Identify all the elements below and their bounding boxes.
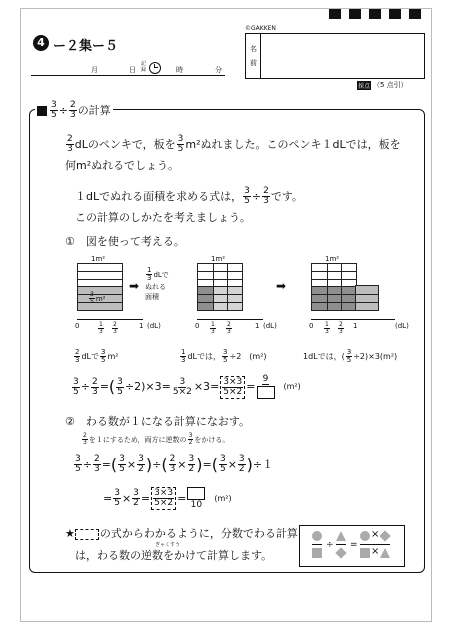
caption-b: $\frac{1}{3}$ dLでは， $\frac{3}{5}$ ÷2 (m²) <box>181 348 267 364</box>
equation-1: $\frac{3}{5}$ ÷ $\frac{2}{3}$ = ( $\frac{3}{5}$ ÷2)×3 = $\frac{3}{5\times 2}$ ×3 = $\frac{3\times 3}{5\times 2}$ = 9 (m²) <box>71 375 301 399</box>
highlight-fraction-box: $\frac{3\times 3}{5\times 2}$ <box>220 376 245 399</box>
area-unit-label: 1m² <box>211 255 226 263</box>
diamond-shape-icon <box>335 547 346 558</box>
equation-2a: $\frac{3}{5}$ ÷ $\frac{2}{3}$ = ( $\frac{3}{5}$ × $\frac{3}{2}$ ) ÷ ( $\frac{2}{3}$ × $\frac{3}{2}$ ) = ( $\frac{3}{5}$ × $\frac{3}{2}$ ) ÷１ <box>75 454 274 474</box>
caption-a: $\frac{2}{3}$ dLで $\frac{3}{5}$ m² <box>75 348 119 364</box>
axis-unit: (dL) <box>263 322 277 330</box>
extra-area <box>355 285 379 311</box>
area-box-3 <box>311 263 357 311</box>
clock-icon <box>149 62 161 74</box>
hour-label: 時 <box>176 66 183 74</box>
month-label: 月 <box>91 66 98 74</box>
name-label-cell <box>246 34 261 78</box>
axis-one: 1 <box>139 322 144 330</box>
unit-title: ー２集ー５ <box>53 39 119 54</box>
number-line-3 <box>311 319 395 320</box>
answer-blank-box[interactable] <box>187 487 205 500</box>
formula-box: ÷ = × × <box>299 525 405 567</box>
intro-line-4: この計算のしかたを考えましょう。 <box>75 211 251 224</box>
intro-line-3: １dLでぬれる面積を求める式は， $\frac{3}{5}$ ÷ $\frac{2}{3}$ です。 <box>75 186 303 206</box>
area-box-1: $\frac{3}{5}$ m² <box>77 263 123 311</box>
triangle-shape-icon <box>336 531 346 541</box>
diagram-note: $\frac{1}{3}$ dLで ぬれる 面積 <box>145 266 169 301</box>
unit-number: 4 <box>37 36 45 49</box>
triangle-shape-icon <box>380 548 390 558</box>
arrow-right-icon: ➡ <box>129 279 140 293</box>
circle-shape-icon <box>312 531 322 541</box>
diamond-shape-icon <box>379 530 390 541</box>
axis-one: 1 <box>353 322 358 330</box>
number-line-2 <box>197 319 263 320</box>
step1-heading: ① 図を使って考える。 <box>65 235 185 248</box>
axis-zero: 0 <box>195 322 200 330</box>
star-icon: ★ <box>65 527 75 540</box>
section-suffix: の計算 <box>77 103 111 117</box>
worksheet-page: 4 ー２集ー５ 月 日 記録 時 分 ©GAKKEN 名 前 採点 （5 点引） $\frac{3}{5}$ ÷ $\frac{2}{3}$ の計算 $\frac{2}{3}$ dLのペンキで，板を $\frac{3}{5}$ m²ぬれました。このペンキ１dLでは，板を 何m²ぬれるでしょう。 １dLでぬれる面積を求める式は， $\frac{3}{5}$ ÷ $\frac{2}{3}$ です。 この計算のしかたを考えましょう。 ① 図を使って考える。 1m² $\frac{3}{5}$ m² ➡ 1m² $\frac{1}{3}$ dLで ぬれる 面積 ➡ 1m² 0 $\frac{1}{3}$ $\frac{2}{3}$ 1 (dL) 0 $\frac{1}{3}$ $\frac{2}{3}$ 1 (dL) 0 $\frac{1}{3}$ $\frac{2}{3}$ 1 (dL) $\frac{2}{3}$ dLで $\frac{3}{5}$ m² $\frac{1}{3}$ dLでは， $\frac{3}{5}$ ÷2 (m²) 1dLでは， ( $\frac{3}{5}$ ÷2)×3(m²) $\frac{3}{5}$ ÷ $\frac{2}{3}$ = ( $\frac{3}{5}$ ÷2)×3 = $\frac{3}{5\times 2}$ ×3 = $\frac{3\times 3}{5\times 2}$ = 9 (m²) ② わる数が１になる計算になおす。 $\frac{2}{3}$ を１にするため，両方に逆数の $\frac{3}{2}$ をかける。 $\frac{3}{5}$ ÷ $\frac{2}{3}$ = ( $\frac{3}{5}$ × $\frac{3}{2}$ ) ÷ ( $\frac{2}{3}$ × $\frac{3}{2}$ ) = ( $\frac{3}{5}$ × $\frac{3}{2}$ ) ÷１ = $\frac{3}{5}$ × $\frac{3}{2}$ = $\frac{3\times 3}{5\times 2}$ = 10 (m²) ★ の式からわかるように，分数でわる計算 ぎゃくすう は，わる数の逆数をかけて計算します。 ÷ = × × <box>20 8 432 622</box>
arrow-right-icon: ➡ <box>276 279 287 293</box>
area-box-2 <box>197 263 243 311</box>
axis-zero: 0 <box>309 322 314 330</box>
square-shape-icon <box>312 548 322 558</box>
conclusion-line-2: は，わる数の逆数をかけて計算します。 <box>75 549 273 562</box>
registration-mark <box>409 9 421 19</box>
answer-blank-box[interactable] <box>257 386 275 399</box>
name-label: 前 <box>250 59 257 67</box>
name-box[interactable] <box>245 33 425 79</box>
highlight-fraction-box: $\frac{3\times 3}{5\times 2}$ <box>151 487 176 510</box>
registration-mark <box>389 9 401 19</box>
operator: ÷ <box>58 103 68 117</box>
area-unit-label: 1m² <box>91 255 106 263</box>
date-time-line <box>31 61 225 76</box>
name-label: 名 <box>250 45 257 53</box>
step2-heading: ② わる数が１になる計算になおす。 <box>65 415 250 428</box>
step2-note: $\frac{2}{3}$ を１にするため，両方に逆数の $\frac{3}{2}$ をかける。 <box>83 432 230 446</box>
number-line-1 <box>77 319 143 320</box>
dashed-reference-box <box>75 529 99 540</box>
registration-mark <box>369 9 381 19</box>
time-mark: 記録 <box>141 61 147 73</box>
score-text: （5 点引） <box>373 81 408 89</box>
axis-one: 1 <box>255 322 260 330</box>
day-label: 日 <box>129 66 136 74</box>
registration-mark <box>329 9 341 19</box>
section-title: $\frac{3}{5}$ ÷ $\frac{2}{3}$ の計算 <box>35 101 113 120</box>
score-badge: 採点 <box>358 83 371 90</box>
intro-line-1: $\frac{2}{3}$ dLのペンキで，板を $\frac{3}{5}$ m²ぬれました。このペンキ１dLでは，板を <box>67 134 401 154</box>
copyright: ©GAKKEN <box>245 25 276 32</box>
section-bullet-icon <box>37 106 47 116</box>
axis-zero: 0 <box>75 322 80 330</box>
circle-shape-icon <box>360 531 370 541</box>
axis-unit: (dL) <box>395 322 409 330</box>
conclusion-line-1: ★ の式からわかるように，分数でわる計算 <box>65 527 298 540</box>
caption-c: 1dLでは， ( $\frac{3}{5}$ ÷2)×3(m²) <box>303 348 398 364</box>
intro-line-2: 何m²ぬれるでしょう。 <box>65 159 180 172</box>
area-unit-label: 1m² <box>325 255 340 263</box>
ruby-text: ぎゃくすう <box>155 542 181 548</box>
square-shape-icon <box>360 548 370 558</box>
minute-label: 分 <box>215 66 222 74</box>
equation-2b: = $\frac{3}{5}$ × $\frac{3}{2}$ = $\frac{3\times 3}{5\times 2}$ = 10 (m²) <box>103 488 232 510</box>
registration-mark <box>349 9 361 19</box>
unit-number-badge <box>33 35 49 51</box>
axis-unit: (dL) <box>147 322 161 330</box>
